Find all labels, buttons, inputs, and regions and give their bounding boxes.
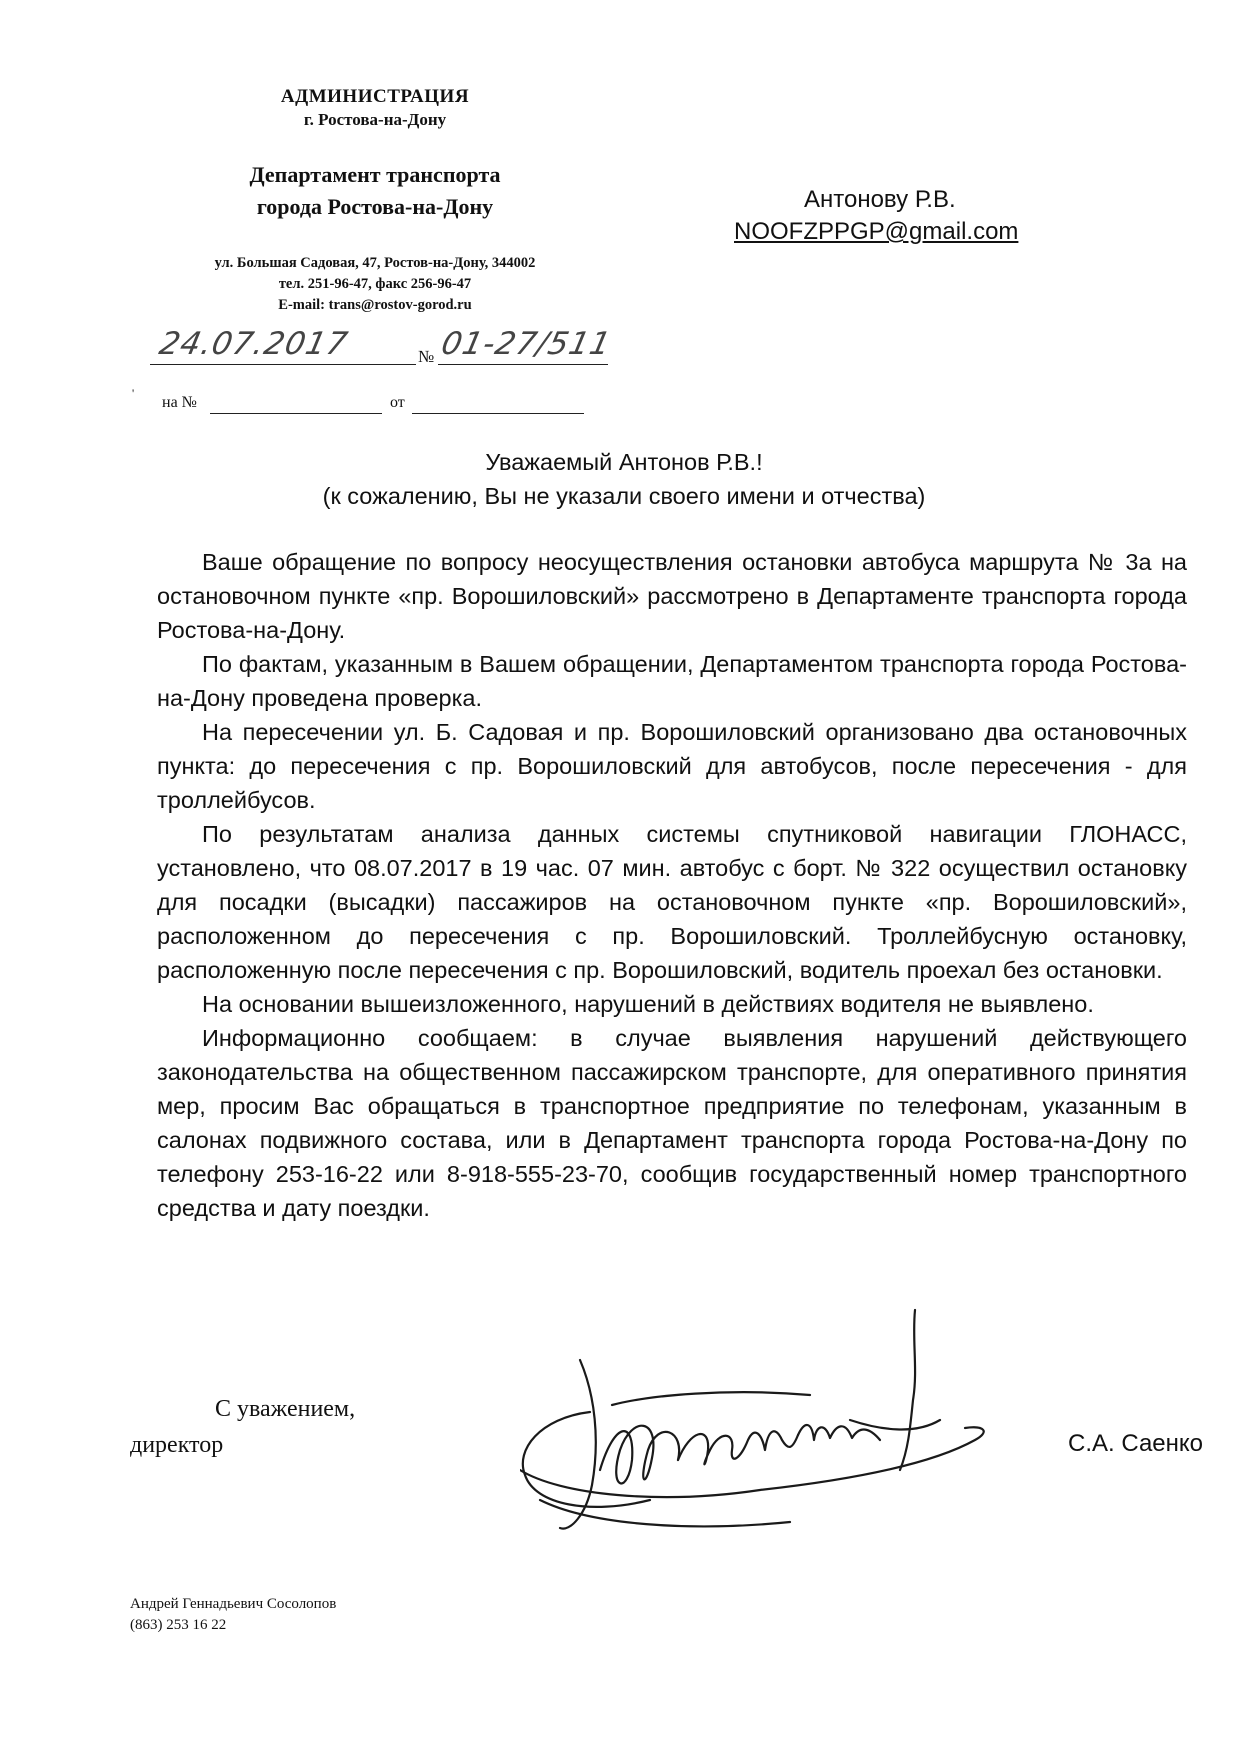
reference-from-label: от [390,394,405,411]
executor-name: Андрей Геннадьевич Сосолопов [130,1596,337,1612]
letterhead-phones: тел. 251-96-47, факс 256-96-47 [278,276,472,292]
letterhead-department-line2: города Ростова-на-Дону [256,194,494,219]
body-paragraph: Ваше обращение по вопросу неосуществления остановки автобуса маршрута № 3а на остановочном пункте «пр. Ворошиловский» рассмотрено в Департаменте транспорта города Ростова-на-Дону. [157,549,1187,643]
letterhead-department-line1: Департамент транспорта [249,162,501,187]
body-paragraph: По результатам анализа данных системы спутниковой навигации ГЛОНАСС, установлено, что 08.07.2017 в 19 час. 07 мин. автобус с борт. № 322 осуществил остановку для посадки (высадки) пассажиров на остановочном пункте «пр. Ворошиловский», расположенном до пересечения с пр. Ворошиловский. Троллейбусную остановку, расположенную после пересечения с пр. Ворошиловский, водитель проехал без остановки. [157,821,1187,983]
salutation: Уважаемый Антонов Р.В.! [485,449,763,475]
letterhead-administration: АДМИНИСТРАЦИЯ [280,86,470,107]
outgoing-number-line [438,364,608,365]
letter-page: АДМИНИСТРАЦИЯ г. Ростова-на-Дону Департамент транспорта города Ростова-на-Дону ул. Большая Садовая, 47, Ростов-на-Дону, 344002 тел. 251-96-47, факс 256-96-47 E-mail: trans@rostov-gorod.ru Антонову Р.В. NOOFZPPGP@gmail.com 24.07.2017 № 01-27/511 ' на № от Уважаемый Антонов Р.В.! (к сожалению, Вы не указали своего имени и отчества) Ваше обращение по вопросу неосуществления остановки автобуса маршрута № 3а на остановочном пункте «пр. Ворошиловский» рассмотрено в Департаменте транспорта города Ростова-на-Дону. По фактам, указанным в Вашем обращении, Департаментом транспорта города Ростова-на-Дону проведена проверка. На пересечении ул. Б. Садовая и пр. Ворошиловский организовано два остановочных пункта: до пересечения с пр. Ворошиловский для автобусов, после пересечения - для троллейбусов. По результатам анализа данных системы спутниковой навигации ГЛОНАСС, установлено, что 08.07.2017 в 19 час. 07 мин. автобус с борт. № 322 осуществил остановку для посадки (высадки) пассажиров на остановочном пункте «пр. Ворошиловский», расположенном до пересечения с пр. Ворошиловский. Троллейбусную остановку, расположенную после пересечения с пр. Ворошиловский, водитель проехал без остановки. На основании вышеизложенного, нарушений в действиях водителя не выявлено. Информационно сообщаем: в случае выявления нарушений действующего законодательства на общественном пассажирском транспорте, для оперативного принятия мер, просим Вас обращаться в транспортное предприятие по телефонам, указанным в салонах подвижного состава, или в Департамент транспорта города Ростова-на-Дону по телефону 253-16-22 или 8-918-555-23-70, сообщив государственный номер транспортного средства и дату поездки. С уважением, директор С.А. Саенко Андрей Геннадьевич Сосолопов (863) 253 16 22 [0,0,1240,1753]
letterhead-address: ул. Большая Садовая, 47, Ростов-на-Дону, 344002 [214,255,536,271]
addressee-email: NOOFZPPGP@gmail.com [734,218,1019,245]
letterhead-city: г. Ростова-на-Дону [303,110,447,129]
salutation-note: (к сожалению, Вы не указали своего имени и отчества) [322,483,926,509]
reference-number-line [210,413,382,414]
outgoing-date: 24.07.2017 [156,326,352,362]
executor-phone: (863) 253 16 22 [130,1617,227,1633]
closing-position: директор [130,1432,224,1458]
letter-body [157,545,1187,1225]
body-paragraph: На пересечении ул. Б. Садовая и пр. Ворошиловский организовано два остановочных пункта: до пересечения с пр. Ворошиловский для автобусов, после пересечения - для троллейбусов. [157,719,1187,813]
reference-date-line [412,413,584,414]
signer-name: С.А. Саенко [1068,1430,1204,1457]
outgoing-date-line [150,364,416,365]
reference-on-label: на № [162,394,197,411]
outgoing-number: 01-27/511 [438,326,615,362]
addressee-name: Антонову Р.В. [804,186,956,213]
outgoing-number-label: № [418,347,435,366]
body-paragraph: Информационно сообщаем: в случае выявления нарушений действующего законодательства на общественном пассажирском транспорте, для оперативного принятия мер, просим Вас обращаться в транспортное предприятие по телефонам, указанным в салонах подвижного состава, или в Департамент транспорта города Ростова-на-Дону по телефону 253-16-22 или 8-918-555-23-70, сообщив государственный номер транспортного средства и дату поездки. [157,1025,1187,1221]
body-paragraph: На основании вышеизложенного, нарушений в действиях водителя не выявлено. [202,991,1094,1017]
closing-regards: С уважением, [215,1396,356,1422]
signature [520,1300,1040,1550]
body-paragraph: По фактам, указанным в Вашем обращении, Департаментом транспорта города Ростова-на-Дону проведена проверка. [157,651,1187,711]
letterhead-email: E-mail: trans@rostov-gorod.ru [278,297,472,313]
